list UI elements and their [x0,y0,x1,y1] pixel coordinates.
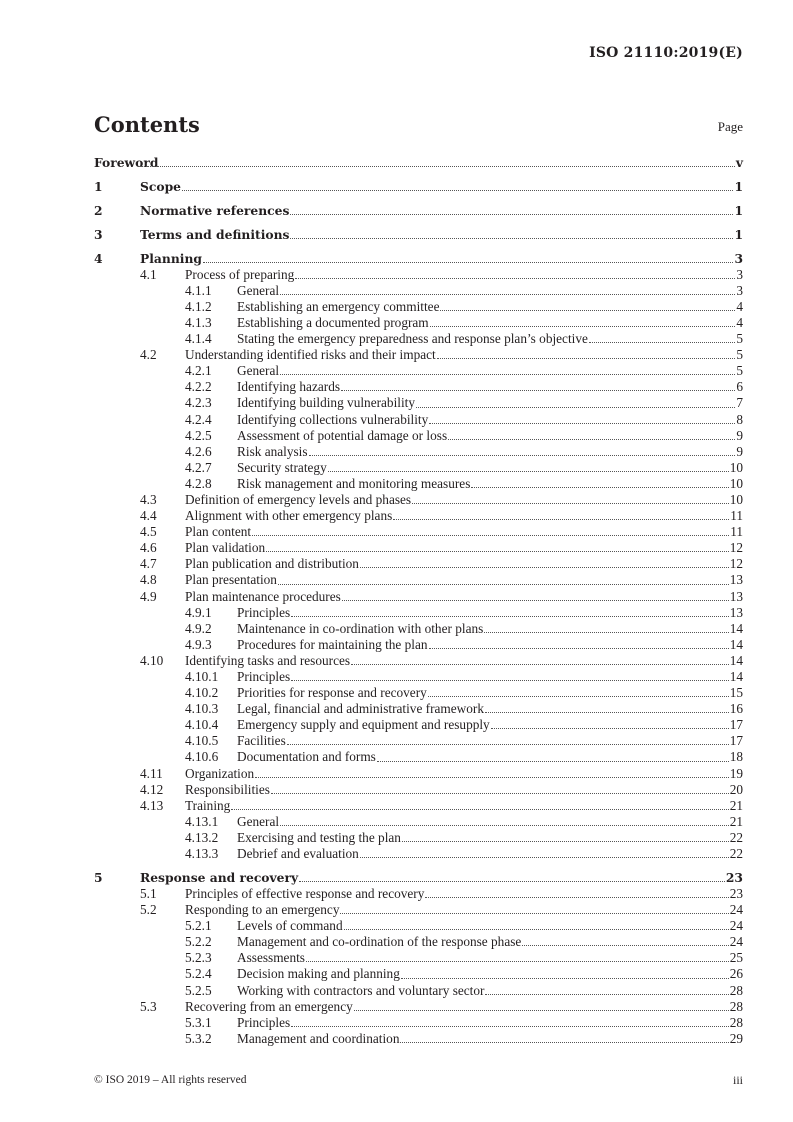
toc-entry-title: Assessments [237,950,305,966]
toc-entry-page: 23 [725,869,743,885]
toc-dot-leader [437,357,736,359]
toc-entry-title: Principles [237,669,291,684]
toc-entry-number: 5.2.3 [185,950,212,966]
toc-entry[interactable] [94,830,743,846]
toc-entry-title: Responsibilities [185,781,270,797]
toc-entry[interactable] [94,1015,743,1031]
toc-entry[interactable] [94,331,743,347]
toc-dot-leader [351,663,729,665]
toc-dot-leader [428,695,729,697]
toc-dot-leader [344,928,729,930]
footer-copyright: © ISO 2019 – All rights reserved [94,1074,247,1086]
toc-entry-number: 4.2.6 [185,443,212,459]
toc-entry-title: Identifying building vulnerability [237,395,416,411]
toc-entry-page: 13 [729,588,743,604]
toc-entry-number: 4.9 [140,588,157,604]
toc-entry-page: 10 [729,491,743,507]
toc-entry[interactable] [94,460,743,476]
toc-dot-leader [471,486,728,488]
toc-entry-title: Procedures for maintaining the plan [237,636,428,652]
toc-entry-page: 14 [729,669,743,684]
table-of-contents [94,155,743,1047]
toc-entry-number: 4.12 [140,781,164,797]
toc-entry[interactable] [94,155,743,171]
toc-entry-title: Emergency supply and equipment and resupply [237,717,490,733]
toc-entry[interactable] [94,918,743,934]
toc-entry[interactable] [94,605,743,621]
toc-entry-page: 8 [736,411,743,427]
toc-entry-page: 10 [729,459,743,475]
toc-entry-title: Principles [237,1014,291,1030]
toc-entry-title: Decision making and planning [237,966,400,982]
toc-entry[interactable] [94,444,743,460]
toc-dot-leader [290,213,733,215]
toc-entry-page: 28 [729,1014,743,1030]
toc-entry-title: Risk analysis [237,443,308,459]
toc-entry-page: 23 [729,886,743,902]
toc-entry-number: 5.3.2 [185,1030,212,1046]
toc-dot-leader [429,422,735,424]
toc-entry-number: 4.1.3 [185,314,212,330]
toc-dot-leader [416,406,735,408]
toc-entry-number: 4.2.2 [185,379,212,395]
toc-entry-number: 4.10.3 [185,701,219,717]
toc-entry[interactable] [94,203,743,219]
toc-entry[interactable] [94,717,743,733]
toc-entry-page: 5 [736,347,743,363]
footer-page-number: iii [732,1073,743,1087]
toc-entry-title: Plan validation [185,540,266,556]
toc-dot-leader [280,824,729,826]
toc-entry-number: 4.9.2 [185,620,212,636]
toc-entry[interactable] [94,966,743,982]
toc-entry[interactable] [94,283,743,299]
toc-entry-title: Working with contractors and voluntary sector [237,982,485,998]
toc-dot-leader [252,534,729,536]
toc-entry[interactable] [94,749,743,765]
toc-entry-title: Management and coordination [237,1030,400,1046]
toc-entry[interactable] [94,227,743,243]
toc-entry-title: Plan maintenance procedures [185,588,341,604]
toc-entry-number: 4.2.1 [185,363,212,379]
toc-entry-title: Alignment with other emergency plans [185,508,393,524]
toc-entry-page: 10 [729,475,743,491]
toc-entry-title: Plan presentation [185,572,277,588]
toc-entry-title: Assessment of potential damage or loss [237,427,448,443]
toc-dot-leader [491,727,729,729]
toc-entry-title: Identifying hazards [237,379,341,395]
toc-dot-leader [231,808,728,810]
toc-entry-page: 14 [729,636,743,652]
toc-entry-number: 4.10.1 [185,669,219,684]
page-title: Contents [94,112,200,137]
toc-entry-page: 3 [736,266,743,282]
toc-entry-number: 4.1 [140,266,157,282]
toc-entry-number: 4.1.2 [185,298,212,314]
toc-entry[interactable] [94,508,743,524]
toc-dot-leader [291,679,729,681]
toc-dot-leader [485,711,729,713]
toc-entry-page: 19 [729,765,743,781]
toc-entry-title: Risk management and monitoring measures [237,475,471,491]
toc-dot-leader [309,454,736,456]
toc-entry-page: 16 [729,701,743,717]
toc-dot-leader [400,1041,728,1043]
toc-entry-page: 11 [730,508,743,524]
toc-entry[interactable] [94,902,743,918]
toc-entry[interactable] [94,950,743,966]
toc-entry[interactable] [94,870,743,886]
toc-entry-number: 4.11 [140,765,163,781]
toc-dot-leader [360,856,729,858]
toc-entry-number: 4.10.2 [185,685,219,701]
toc-entry-number: 5.2 [140,902,157,918]
toc-entry[interactable] [94,251,743,267]
document-id: ISO 21110:2019(E) [589,45,743,61]
toc-entry[interactable] [94,934,743,950]
toc-dot-leader [340,912,728,914]
toc-entry-number: 4.10.6 [185,749,219,765]
toc-entry-number: Foreword [94,155,159,170]
toc-entry-page: 24 [729,934,743,950]
toc-entry-title: General [237,813,280,829]
toc-entry-number: 4.2.3 [185,395,212,411]
toc-dot-leader [266,550,729,552]
toc-entry-title: Priorities for response and recovery [237,685,427,701]
toc-dot-leader [280,373,735,375]
toc-dot-leader [425,896,728,898]
toc-entry-page: 7 [736,395,743,411]
toc-entry[interactable] [94,492,743,508]
toc-entry-title: General [237,282,280,298]
toc-entry-page: 3 [734,250,743,266]
toc-entry-page: 4 [736,314,743,330]
toc-dot-leader [393,518,729,520]
toc-entry-title: Terms and definitions [140,226,290,242]
toc-dot-leader [255,776,729,778]
toc-entry-title: Facilities [237,733,286,749]
toc-entry[interactable] [94,267,743,283]
toc-dot-leader [342,599,729,601]
toc-entry-number: 5.1 [140,886,157,902]
toc-entry[interactable] [94,572,743,588]
toc-entry[interactable] [94,476,743,492]
toc-entry-number: 3 [94,226,103,242]
toc-dot-leader [341,389,735,391]
toc-entry[interactable] [94,653,743,669]
toc-entry-number: 4.2.7 [185,459,212,475]
toc-entry-title: Responding to an emergency [185,902,340,918]
toc-dot-leader [430,325,736,327]
toc-entry-title: General [237,363,280,379]
toc-entry[interactable] [94,886,743,902]
toc-entry-number: 5.3.1 [185,1014,212,1030]
toc-entry-title: Stating the emergency preparedness and response plan’s objective [237,331,588,347]
toc-dot-leader [412,502,729,504]
toc-dot-leader [589,341,735,343]
toc-entry-page: 9 [736,427,743,443]
toc-entry[interactable] [94,701,743,717]
toc-entry-number: 4.6 [140,540,157,556]
toc-entry[interactable] [94,412,743,428]
toc-dot-leader [141,165,735,167]
toc-entry-title: Principles [237,604,291,620]
toc-entry-number: 4.1.1 [185,282,212,298]
toc-entry-number: 4.5 [140,524,157,540]
toc-dot-leader [429,647,729,649]
toc-entry[interactable] [94,846,743,862]
toc-entry-number: 4 [94,250,103,266]
toc-entry-title: Identifying tasks and resources [185,652,351,668]
toc-entry[interactable] [94,814,743,830]
toc-entry-number: 2 [94,202,103,218]
toc-entry-number: 5.3 [140,998,157,1014]
toc-entry[interactable] [94,428,743,444]
toc-entry-title: Process of preparing [185,266,295,282]
toc-entry-title: Levels of command [237,918,343,934]
toc-dot-leader [484,631,728,633]
toc-entry-page: v [735,155,743,170]
toc-entry-page: 14 [729,620,743,636]
toc-entry-title: Establishing a documented program [237,314,429,330]
toc-entry-title: Definition of emergency levels and phases [185,491,412,507]
toc-dot-leader [306,960,729,962]
toc-entry-title: Principles of effective response and recovery [185,886,425,902]
toc-entry-title: Scope [140,178,181,194]
toc-entry-number: 4.13.1 [185,813,219,829]
toc-dot-leader [377,760,729,762]
toc-dot-leader [354,1009,729,1011]
toc-entry-page: 25 [729,950,743,966]
toc-entry-page: 22 [729,846,743,862]
toc-entry[interactable] [94,347,743,363]
toc-entry[interactable] [94,589,743,605]
toc-entry-title: Plan publication and distribution [185,556,359,572]
toc-entry-number: 4.13.3 [185,846,219,862]
toc-entry-page: 9 [736,443,743,459]
toc-entry[interactable] [94,363,743,379]
toc-entry-number: 4.13 [140,797,164,813]
toc-entry-title: Organization [185,765,255,781]
toc-dot-leader [295,277,735,279]
toc-entry-number: 4.10.4 [185,717,219,733]
toc-dot-leader [401,977,729,979]
toc-entry-number: 4.10.5 [185,733,219,749]
toc-entry[interactable] [94,999,743,1015]
toc-entry-number: 5.2.2 [185,934,212,950]
toc-entry-number: 4.4 [140,508,157,524]
toc-entry[interactable] [94,798,743,814]
toc-entry[interactable] [94,379,743,395]
toc-entry-page: 1 [734,178,743,194]
toc-dot-leader [522,944,728,946]
toc-entry-page: 6 [736,379,743,395]
toc-entry-page: 17 [729,733,743,749]
toc-dot-leader [291,615,729,617]
toc-entry[interactable] [94,637,743,653]
toc-entry-title: Response and recovery [140,869,299,885]
toc-dot-leader [182,189,733,191]
toc-entry-number: 5.2.4 [185,966,212,982]
toc-dot-leader [271,792,729,794]
toc-dot-leader [291,1025,729,1027]
toc-entry-title: Documentation and forms [237,749,376,765]
toc-entry[interactable] [94,983,743,999]
toc-entry[interactable] [94,782,743,798]
toc-entry-number: 4.13.2 [185,829,219,845]
toc-entry-page: 13 [729,572,743,588]
toc-entry-title: Recovering from an emergency [185,998,353,1014]
toc-entry[interactable] [94,1031,743,1047]
toc-entry-title: Understanding identified risks and their impact [185,347,436,363]
toc-entry-page: 13 [729,604,743,620]
toc-entry[interactable] [94,556,743,572]
toc-entry-title: Exercising and testing the plan [237,829,401,845]
toc-entry-page: 28 [729,998,743,1014]
toc-dot-leader [278,583,729,585]
toc-entry-number: 4.8 [140,572,157,588]
toc-entry-page: 1 [734,202,743,218]
toc-dot-leader [440,309,735,311]
page-column-label: Page [717,119,743,134]
toc-entry-page: 11 [730,524,743,540]
toc-dot-leader [360,566,729,568]
toc-entry-number: 4.2.4 [185,411,212,427]
toc-entry-number: 4.10 [140,652,164,668]
toc-dot-leader [287,743,729,745]
toc-entry-number: 4.2.5 [185,427,212,443]
toc-entry-page: 24 [729,918,743,934]
toc-dot-leader [402,840,729,842]
toc-entry-title: Maintenance in co-ordination with other plans [237,620,484,636]
toc-entry-page: 3 [736,282,743,298]
toc-entry-page: 5 [736,363,743,379]
toc-entry-page: 21 [729,797,743,813]
toc-dot-leader [280,293,735,295]
toc-entry-page: 20 [729,781,743,797]
toc-entry-title: Establishing an emergency committee [237,298,440,314]
toc-entry-number: 4.7 [140,556,157,572]
toc-entry-page: 4 [736,298,743,314]
toc-entry-page: 12 [729,540,743,556]
toc-entry-number: 5.2.5 [185,982,212,998]
toc-entry[interactable] [94,733,743,749]
toc-entry[interactable] [94,621,743,637]
toc-entry[interactable] [94,685,743,701]
toc-dot-leader [485,993,728,995]
toc-entry-number: 4.9.1 [185,604,212,620]
toc-entry-number: 4.1.4 [185,331,212,347]
toc-entry-title: Identifying collections vulnerability [237,411,429,427]
toc-entry-page: 26 [729,966,743,982]
toc-entry-number: 4.2.8 [185,475,212,491]
toc-entry-title: Legal, financial and administrative framework [237,701,484,717]
toc-entry-page: 28 [729,982,743,998]
toc-entry-number: 4.2 [140,347,157,363]
toc-entry-number: 4.3 [140,491,157,507]
toc-dot-leader [203,261,733,263]
toc-entry-number: 5.2.1 [185,918,212,934]
toc-entry-title: Security strategy [237,459,327,475]
toc-entry-page: 21 [729,813,743,829]
toc-dot-leader [290,237,733,239]
toc-dot-leader [299,880,725,882]
toc-entry[interactable] [94,395,743,411]
toc-entry-title: Management and co-ordination of the response phase [237,934,522,950]
toc-entry-title: Planning [140,250,202,266]
toc-entry-title: Debrief and evaluation [237,846,359,862]
toc-entry-title: Plan content [185,524,252,540]
toc-entry-title: Training [185,797,231,813]
toc-entry-number: 1 [94,178,103,194]
toc-entry-number: 4.9.3 [185,636,212,652]
toc-entry-title: Normative references [140,202,290,218]
toc-entry[interactable] [94,524,743,540]
toc-entry-page: 18 [729,749,743,765]
toc-entry[interactable] [94,299,743,315]
toc-entry[interactable] [94,669,743,685]
toc-entry-page: 14 [729,652,743,668]
toc-entry[interactable] [94,179,743,195]
toc-entry-page: 17 [729,717,743,733]
toc-dot-leader [328,470,729,472]
toc-entry-page: 5 [736,331,743,347]
toc-entry-page: 15 [729,685,743,701]
toc-dot-leader [448,438,735,440]
toc-entry[interactable] [94,315,743,331]
toc-entry-page: 29 [729,1030,743,1046]
toc-entry-page: 22 [729,829,743,845]
toc-entry[interactable] [94,540,743,556]
toc-entry-number: 5 [94,869,103,885]
toc-entry-page: 12 [729,556,743,572]
toc-entry-page: 24 [729,902,743,918]
toc-entry[interactable] [94,766,743,782]
toc-entry-page: 1 [734,226,743,242]
